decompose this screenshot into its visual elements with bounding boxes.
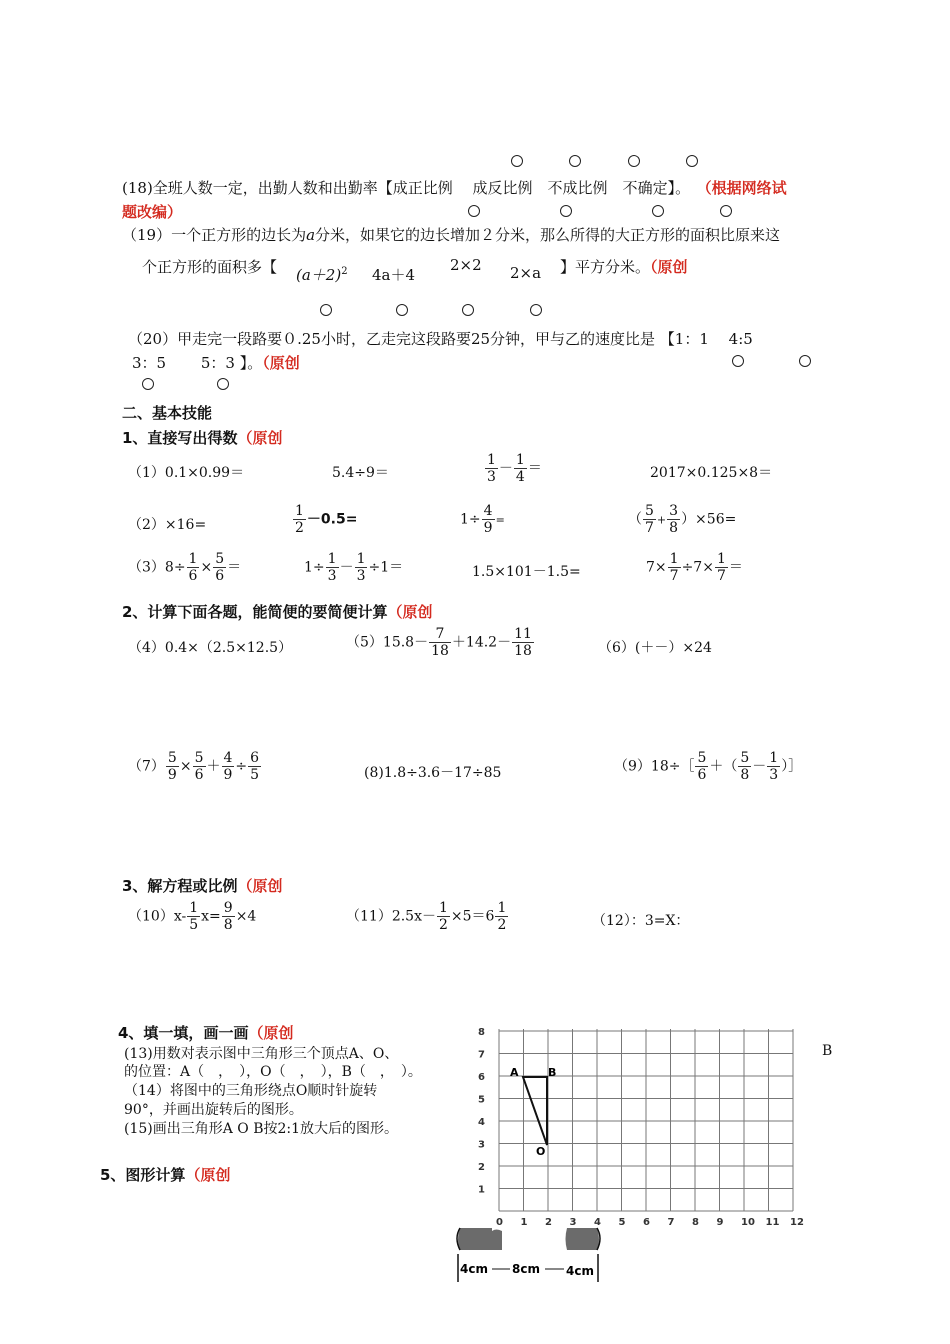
x-tick-label: 6 <box>643 1217 650 1228</box>
question-20-line2 <box>132 352 300 373</box>
q19-option-1 <box>296 264 348 285</box>
part2-heading <box>122 601 432 622</box>
shaded-shape-figure <box>452 1226 612 1284</box>
y-tick-label: 1 <box>478 1184 485 1196</box>
q19-tail <box>560 256 688 277</box>
x-tick-label: 9 <box>716 1217 724 1228</box>
q5: （5）15.8－ $\frac{7}{18}$ ＋14.2－ $\frac{11}{18}$ <box>346 626 532 660</box>
part3-heading <box>122 875 282 896</box>
q13-line1: (13)用数对表示图中三角形三个顶点A、O、 <box>124 1046 399 1062</box>
y-tick-label: 7 <box>478 1049 485 1061</box>
point-a-label: A <box>510 1066 519 1079</box>
p1-r2-c: 1÷ $\frac{4}{9}$ = <box>460 503 505 537</box>
left-shaded-part <box>458 1228 502 1250</box>
x-tick-label: 8 <box>692 1217 699 1228</box>
q20-source: （原创 <box>262 354 300 372</box>
q19-option-2: 4a＋4 <box>372 266 416 284</box>
x-tick-label: 7 <box>667 1217 675 1228</box>
q13-line2: 的位置：A（ ， ），O（ ， ），B（ ， ）。 <box>124 1064 422 1080</box>
q19-tail-text: 】平方分米。 <box>560 258 651 276</box>
option-circle[interactable] <box>462 304 474 316</box>
q18-source: （根据网络试 <box>704 179 787 197</box>
p1-r1-c: $\frac{1}{3}$ － $\frac{1}{4}$ ＝ <box>487 452 542 486</box>
q6: （6）(＋－）×24 <box>598 640 712 656</box>
option-circle[interactable] <box>686 155 698 167</box>
y-tick-label: 4 <box>478 1117 485 1128</box>
q4: （4）0.4×（2.5×12.5） <box>128 640 293 656</box>
part1-heading <box>122 427 282 448</box>
option-circle[interactable] <box>799 355 811 367</box>
part4-title: 4、填一填，画一画 <box>118 1024 249 1042</box>
option-circle[interactable] <box>217 378 229 390</box>
y-tick-label: 5 <box>478 1094 485 1106</box>
part3-title: 3、解方程或比例 <box>122 877 238 895</box>
option-circle[interactable] <box>396 304 408 316</box>
q19-text-b: 分米，如果它的边长增加２分米，那么所得的大正方形的面积比原来这 <box>315 226 781 244</box>
q20-text-2: 3：5 5：3 】。 <box>132 354 263 372</box>
coordinate-grid <box>470 1024 810 1230</box>
part3-source: （原创 <box>237 877 283 895</box>
x-tick-label: 0 <box>496 1217 503 1228</box>
p1-r2-a: （2）×16= <box>128 517 207 533</box>
x-tick-label: 2 <box>545 1217 552 1228</box>
point-o-label: O <box>536 1145 546 1158</box>
x-tick-label: 10 <box>741 1217 755 1228</box>
q19-opt1-exp: 2 <box>341 266 348 277</box>
part4-heading <box>118 1022 293 1043</box>
option-circle[interactable] <box>720 205 732 217</box>
p1-r1-a: （1）0.1×0.99＝ <box>128 465 245 481</box>
q19-source: （原创 <box>650 258 688 276</box>
option-circle[interactable] <box>530 304 542 316</box>
option-circle[interactable] <box>569 155 581 167</box>
x-tick-label: 4 <box>594 1217 601 1228</box>
part4-source: （原创 <box>248 1024 294 1042</box>
p1-r1-d: 2017×0.125×8＝ <box>650 465 773 481</box>
part1-title: 1、直接写出得数 <box>122 429 238 447</box>
option-circle[interactable] <box>560 205 572 217</box>
point-b-label: B <box>548 1066 557 1079</box>
q19-option-3: 2×2 <box>450 256 482 274</box>
part5-heading <box>100 1164 230 1185</box>
part5-source: （原创 <box>185 1166 231 1184</box>
x-tick-label: 11 <box>765 1217 780 1228</box>
question-19-line2 <box>142 256 277 277</box>
part5-title: 5、图形计算 <box>100 1166 186 1184</box>
q19-opt1-text: (a＋2) <box>296 266 342 284</box>
part1-source: （原创 <box>237 429 283 447</box>
option-circle[interactable] <box>628 155 640 167</box>
p1-r3-b: 1÷ $\frac{1}{3}$ － $\frac{1}{3}$ ÷1＝ <box>304 551 404 585</box>
x-tick-label: 1 <box>520 1217 528 1228</box>
option-circle[interactable] <box>652 205 664 217</box>
q12: （12）：3=X： <box>592 913 690 929</box>
question-19-line1 <box>122 224 780 245</box>
question-18 <box>122 177 787 198</box>
q19-text: （19）一个正方形的边长为 <box>122 226 307 244</box>
q18-text: (18)全班人数一定，出勤人数和出勤率【成正比例 成反比例 不成比例 不确定】。 <box>122 179 691 197</box>
dim-left: 4cm <box>460 1262 488 1276</box>
p1-r3-a: （3）8÷ $\frac{1}{6}$ × $\frac{5}{6}$ ＝ <box>128 551 242 585</box>
option-circle[interactable] <box>732 355 744 367</box>
option-circle[interactable] <box>468 205 480 217</box>
q7: （7） $\frac{5}{9}$ × $\frac{5}{6}$ ＋ $\frac{4}{9}$ ÷ $\frac{6}{5}$ <box>128 750 260 784</box>
q15: (15)画出三角形A O B按2:1放大后的图形。 <box>124 1121 399 1137</box>
p1-r3-d: 7× $\frac{1}{7}$ ÷7× $\frac{1}{7}$ ＝ <box>646 551 743 585</box>
x-tick-label: 3 <box>569 1217 577 1228</box>
q9: （9）18÷［ $\frac{5}{6}$ ＋（ $\frac{5}{8}$ － $\frac{1}{3}$ ）］ <box>614 750 803 784</box>
triangle-aob <box>523 1077 547 1145</box>
y-tick-label: 3 <box>478 1139 485 1151</box>
section-title: 二、基本技能 <box>122 404 213 422</box>
p1-r2-d: （ $\frac{5}{7}$ + $\frac{3}{8}$ ）×56= <box>628 503 737 537</box>
right-shaded-part <box>566 1228 600 1250</box>
dim-mid: 8cm <box>512 1262 540 1276</box>
q8: (8)1.8÷3.6－17÷85 <box>364 765 502 781</box>
option-circle[interactable] <box>511 155 523 167</box>
y-tick-label: 2 <box>478 1162 485 1173</box>
q18-source-cont: 题改编） <box>122 203 183 221</box>
p1-r2-b: $\frac{1}{2}$ －0.5= <box>295 503 358 537</box>
q11: （11）2.5x－ $\frac{1}{2}$ ×5＝6 $\frac{1}{2}$ <box>346 900 507 934</box>
x-tick-label: 12 <box>790 1217 804 1228</box>
q14-line2: 90°，并画出旋转后的图形。 <box>124 1102 303 1118</box>
q19-option-4: 2×a <box>510 264 542 282</box>
y-tick-label: 8 <box>478 1027 485 1038</box>
stray-b-label: B <box>822 1043 833 1059</box>
y-tick-label: 6 <box>478 1072 485 1083</box>
q19-var-a: a <box>306 226 316 244</box>
option-circle[interactable] <box>142 378 154 390</box>
dim-right: 4cm <box>566 1264 594 1278</box>
part2-title: 2、计算下面各题，能简便的要简便计算 <box>122 603 388 621</box>
q14-line1: （14）将图中的三角形绕点O顺时针旋转 <box>124 1083 378 1099</box>
q10: （10）x- $\frac{1}{5}$ x= $\frac{9}{8}$ ×4 <box>128 900 257 934</box>
question-20-line1: （20）甲走完一段路要０.25小时，乙走完这段路要25分钟，甲与乙的速度比是 【1：1 4:5 <box>128 330 753 348</box>
part2-source: （原创 <box>387 603 433 621</box>
p1-r3-c: 1.5×101－1.5= <box>472 564 581 580</box>
p1-r1-b: 5.4÷9＝ <box>332 465 389 481</box>
q19-text-2: 个正方形的面积多【 <box>142 258 278 276</box>
option-circle[interactable] <box>320 304 332 316</box>
x-tick-label: 5 <box>618 1217 626 1228</box>
